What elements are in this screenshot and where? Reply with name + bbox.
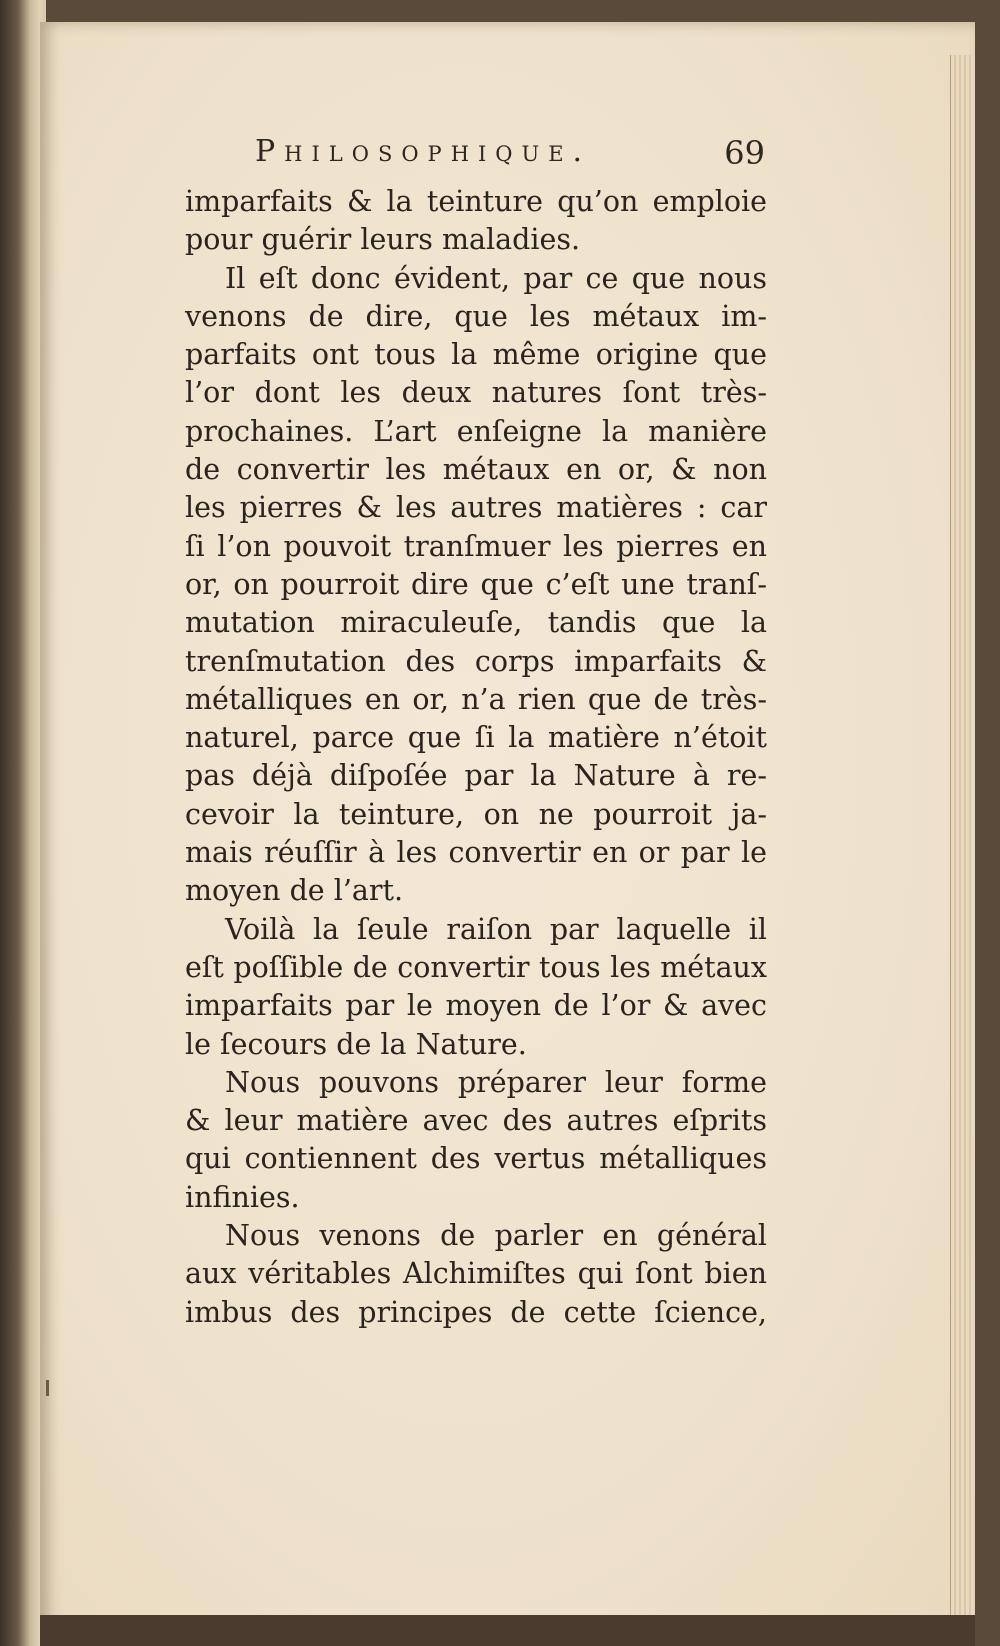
text-line bbox=[185, 872, 767, 910]
text-line-content: qui contiennent des vertus métalliques bbox=[185, 1142, 767, 1176]
text-line-content: métalliques en or, n’a rien que de très- bbox=[185, 682, 767, 716]
text-line-content: prochaines. L’art enſeigne la manière bbox=[185, 414, 767, 448]
text-line-content: mais réuſſir à les convertir en or par le bbox=[185, 836, 767, 870]
text-line-content: l’or dont les deux natures ſont très- bbox=[185, 376, 767, 410]
text-line bbox=[185, 260, 767, 298]
text-line bbox=[185, 757, 767, 795]
text-line-content: imparfaits & la teinture qu’on emploie bbox=[185, 185, 767, 218]
body-text bbox=[185, 183, 767, 1332]
paragraph bbox=[185, 911, 767, 1064]
text-line-content: naturel, parce que ſi la matière n’étoit bbox=[185, 721, 767, 755]
page-number: 69 bbox=[724, 134, 765, 172]
text-line-content: pour guérir leurs maladies. bbox=[185, 223, 581, 257]
text-line-content: aux véritables Alchimiſtes qui ſont bien bbox=[185, 1257, 767, 1291]
text-line bbox=[185, 1294, 767, 1332]
page-stack-edge bbox=[950, 55, 973, 1615]
text-line-content: le ſecours de la Nature. bbox=[185, 1027, 527, 1061]
paragraph bbox=[185, 183, 767, 260]
text-line bbox=[185, 604, 767, 642]
text-line bbox=[185, 719, 767, 757]
text-line-content: mutation miraculeuſe, tandis que la bbox=[185, 606, 767, 640]
text-line bbox=[185, 834, 767, 872]
text-line-content: Nous pouvons préparer leur forme bbox=[225, 1065, 767, 1099]
text-line bbox=[185, 1255, 767, 1293]
margin-mark bbox=[46, 1380, 49, 1396]
running-title: Philosophique. bbox=[255, 134, 592, 169]
text-line bbox=[185, 1217, 767, 1255]
text-line-content: trenſmutation des corps imparfaits & bbox=[185, 644, 767, 678]
text-line bbox=[185, 987, 767, 1025]
text-line bbox=[185, 1140, 767, 1178]
text-line bbox=[185, 489, 767, 527]
text-line bbox=[185, 681, 767, 719]
book-bottom-edge bbox=[40, 1615, 975, 1646]
paragraph bbox=[185, 1064, 767, 1217]
text-line-content: eſt poſſible de convertir tous les métaux bbox=[185, 950, 767, 984]
text-line bbox=[185, 1179, 767, 1217]
text-line bbox=[185, 221, 767, 259]
text-line bbox=[185, 1026, 767, 1064]
text-line-content: les pierres & les autres matières : car bbox=[185, 491, 767, 525]
page-header bbox=[255, 134, 765, 174]
text-line bbox=[185, 796, 767, 834]
text-line-content: cevoir la teinture, on ne pourroit ja- bbox=[185, 797, 767, 831]
paragraph bbox=[185, 1217, 767, 1332]
text-line-content: venons de dire, que les métaux im- bbox=[185, 299, 767, 333]
text-line-content: Voilà la ſeule raiſon par laquelle il bbox=[225, 912, 767, 946]
text-line-content: & leur matière avec des autres eſprits bbox=[185, 1104, 767, 1138]
text-line-content: ſi l’on pouvoit tranſmuer les pierres en bbox=[185, 529, 767, 563]
text-line bbox=[185, 911, 767, 949]
text-line-content: imparfaits par le moyen de l’or & avec bbox=[185, 989, 767, 1023]
text-line-content: or, on pourroit dire que c’eſt une tranſ- bbox=[185, 567, 767, 601]
text-line-content: infinies. bbox=[185, 1180, 300, 1214]
text-line-content: imbus des principes de cette ſcience, bbox=[185, 1295, 767, 1329]
text-line bbox=[185, 528, 767, 566]
text-line bbox=[185, 1102, 767, 1140]
text-line bbox=[185, 451, 767, 489]
text-line bbox=[185, 413, 767, 451]
text-line-content: moyen de l’art. bbox=[185, 874, 404, 908]
text-line bbox=[185, 374, 767, 412]
text-line-content: de convertir les métaux en or, & non bbox=[185, 453, 767, 487]
text-line bbox=[185, 183, 767, 221]
text-line bbox=[185, 336, 767, 374]
text-line-content: parfaits ont tous la même origine que bbox=[185, 338, 767, 372]
text-line bbox=[185, 298, 767, 336]
text-line-content: Nous venons de parler en général bbox=[225, 1219, 767, 1253]
text-line bbox=[185, 949, 767, 987]
text-line-content: pas déjà diſpoſée par la Nature à re- bbox=[185, 759, 767, 793]
text-line bbox=[185, 566, 767, 604]
paragraph bbox=[185, 260, 767, 911]
text-line bbox=[185, 1064, 767, 1102]
text-line bbox=[185, 643, 767, 681]
text-line-content: Il eſt donc évident, par ce que nous bbox=[225, 261, 767, 295]
